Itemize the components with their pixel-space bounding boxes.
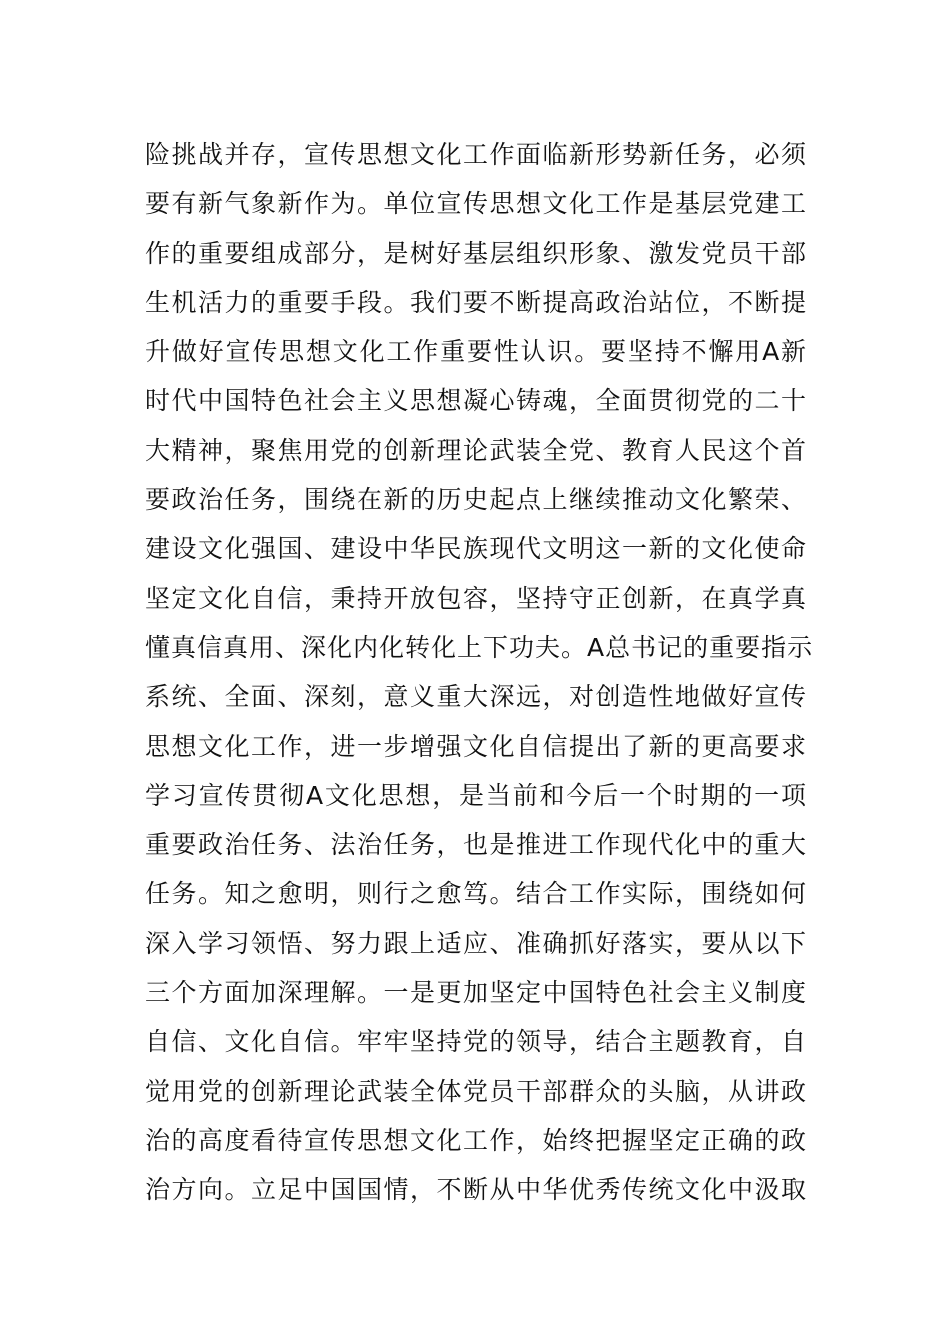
text-line: 深入学习领悟、努力跟上适应、准确抓好落实，要从以下 (145, 928, 807, 958)
text-line: 时代中国特色社会主义思想凝心铸魂，全面贯彻党的二十 (145, 386, 807, 416)
text-line: 任务。知之愈明，则行之愈笃。结合工作实际，围绕如何 (145, 879, 807, 909)
text-line: 大精神，聚焦用党的创新理论武装全党、教育人民这个首 (145, 435, 807, 465)
text-line: 三个方面加深理解。一是更加坚定中国特色社会主义制度 (145, 978, 807, 1008)
text-line: 要政治任务，围绕在新的历史起点上继续推动文化繁荣、 (145, 485, 807, 515)
text-line: 思想文化工作，进一步增强文化自信提出了新的更高要求 (145, 731, 807, 761)
text-line: 升做好宣传思想文化工作重要性认识。要坚持不懈用A新 (145, 337, 807, 367)
text-line: 治方向。立足中国国情，不断从中华优秀传统文化中汲取 (145, 1175, 807, 1205)
text-line: 系统、全面、深刻，意义重大深远，对创造性地做好宣传 (145, 682, 807, 712)
text-line: 重要政治任务、法治任务，也是推进工作现代化中的重大 (145, 830, 807, 860)
text-line: 坚定文化自信，秉持开放包容，坚持守正创新，在真学真 (145, 583, 807, 613)
text-line: 险挑战并存，宣传思想文化工作面临新形势新任务，必须 (145, 140, 807, 169)
text-line: 自信、文化自信。牢牢坚持党的领导，结合主题教育，自 (145, 1027, 807, 1057)
text-line: 建设文化强国、建设中华民族现代文明这一新的文化使命 (145, 534, 807, 564)
text-line: 懂真信真用、深化内化转化上下功夫。A总书记的重要指示 (145, 632, 814, 662)
text-line: 生机活力的重要手段。我们要不断提高政治站位，不断提 (145, 287, 807, 317)
text-line: 学习宣传贯彻A文化思想，是当前和今后一个时期的一项 (145, 780, 807, 810)
text-line: 作的重要组成部分，是树好基层组织形象、激发党员干部 (145, 238, 807, 268)
text-line: 治的高度看待宣传思想文化工作，始终把握坚定正确的政 (145, 1125, 807, 1155)
text-line: 觉用党的创新理论武装全体党员干部群众的头脑，从讲政 (145, 1076, 807, 1106)
text-line: 要有新气象新作为。单位宣传思想文化工作是基层党建工 (145, 189, 807, 219)
body-text (145, 130, 814, 1215)
